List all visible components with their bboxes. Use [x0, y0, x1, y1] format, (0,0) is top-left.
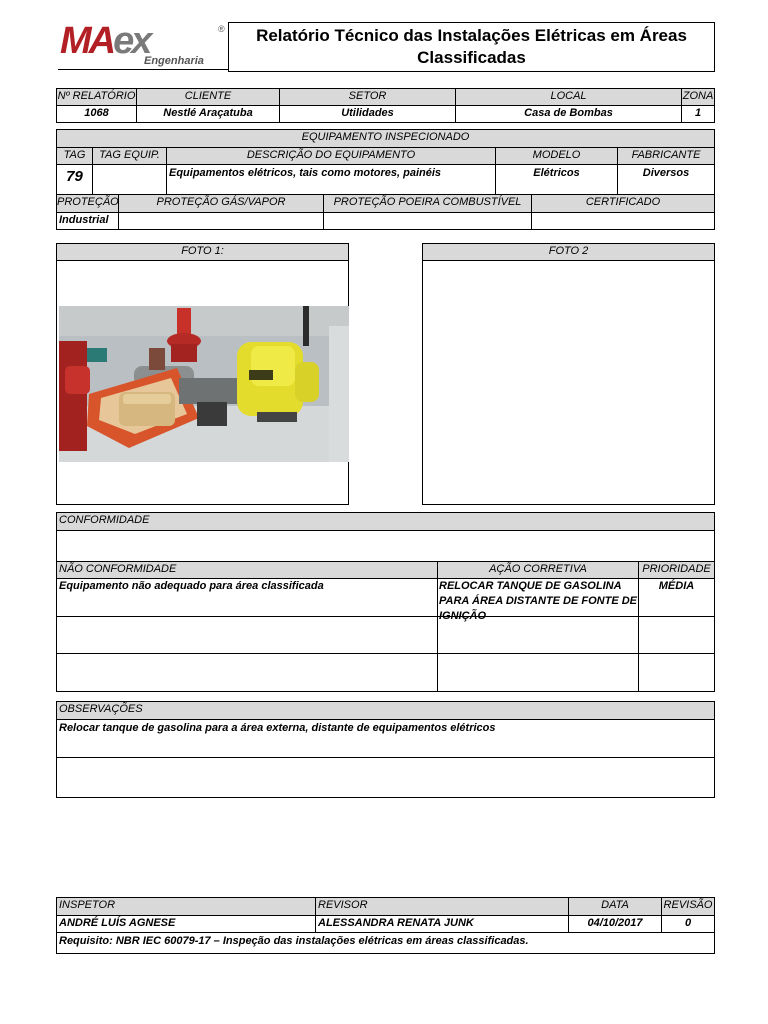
- observations-header: OBSERVAÇÕES: [57, 702, 714, 719]
- protection-value: Industrial: [59, 214, 109, 226]
- nonconformity-row1-priority: MÉDIA: [658, 580, 695, 592]
- header-gas-vapor-protection: PROTEÇÃO GÁS/VAPOR: [119, 195, 323, 212]
- photo1-label: FOTO 1:: [57, 244, 348, 260]
- conformity-header: CONFORMIDADE: [57, 513, 714, 530]
- location-value: Casa de Bombas: [524, 107, 613, 119]
- photo2-label: FOTO 2: [423, 244, 714, 260]
- header-protection: PROTEÇÃO: [57, 195, 118, 212]
- logo-tagline: Engenharia: [144, 55, 204, 67]
- client-value: Nestlé Araçatuba: [163, 107, 253, 119]
- report-title-box: [228, 22, 715, 72]
- header-location: LOCAL: [456, 89, 681, 105]
- reviewer-value: ALESSANDRA RENATA JUNK: [318, 917, 474, 929]
- certificate-value: [532, 213, 714, 229]
- header-corrective-action: AÇÃO CORRETIVA: [438, 562, 638, 578]
- inspector-value: ANDRÉ LUÍS AGNESE: [59, 917, 176, 929]
- conformity-table: [56, 512, 715, 692]
- nonconformity-row2-priority: [639, 618, 714, 633]
- nonconformity-row3-priority: [639, 655, 714, 670]
- header-report-number: Nº RELATÓRIO: [57, 89, 136, 105]
- conformity-value: [57, 532, 714, 546]
- photo2-box: [422, 243, 715, 505]
- tag-value: 79: [66, 168, 83, 185]
- header-certificate: CERTIFICADO: [532, 195, 714, 212]
- logo-letters-ex: ex: [113, 20, 150, 62]
- zone-value: 1: [694, 107, 702, 119]
- observations-text: Relocar tanque de gasolina para a área externa, distante de equipamentos elétricos: [59, 722, 496, 734]
- header-revision: REVISÃO: [662, 898, 714, 915]
- report-number-value: 1068: [84, 107, 109, 119]
- header-client: CLIENTE: [137, 89, 279, 105]
- manufacturer-value: Diversos: [642, 167, 690, 179]
- photo1-box: [56, 243, 349, 505]
- nonconformity-row2-action: [439, 618, 637, 633]
- tag-equip-value: [93, 166, 166, 180]
- gas-vapor-protection-value: [119, 213, 323, 229]
- photo1-equipment-image: [59, 306, 349, 462]
- logo-underline: [58, 69, 228, 70]
- header-nonconformity: NÃO CONFORMIDADE: [57, 562, 437, 578]
- company-logo: [58, 22, 228, 72]
- header-reviewer: REVISOR: [316, 898, 568, 915]
- header-equipment-description: DESCRIÇÃO DO EQUIPAMENTO: [167, 148, 495, 164]
- equipment-section-title: EQUIPAMENTO INSPECIONADO: [57, 130, 714, 147]
- sector-value: Utilidades: [341, 107, 394, 119]
- header-manufacturer: FABRICANTE: [618, 148, 714, 164]
- header-tag: TAG: [57, 148, 92, 164]
- nonconformity-row2-description: [57, 618, 437, 633]
- header-dust-protection: PROTEÇÃO POEIRA COMBUSTÍVEL: [324, 195, 531, 212]
- nonconformity-row3-action: [439, 655, 637, 670]
- nonconformity-row3-description: [57, 655, 437, 670]
- header-priority: PRIORIDADE: [639, 562, 714, 578]
- header-sector: SETOR: [280, 89, 455, 105]
- header-model: MODELO: [496, 148, 617, 164]
- dust-protection-value: [324, 213, 531, 229]
- header-zone: ZONA: [682, 89, 714, 105]
- header-tag-equip: TAG EQUIP.: [93, 148, 166, 164]
- logo-letters-ma: MA: [60, 20, 114, 62]
- footer-table: [56, 897, 715, 954]
- requirement-text: Requisito: NBR IEC 60079-17 – Inspeção das instalações elétricas em áreas classificadas.: [59, 935, 529, 947]
- header-date: DATA: [569, 898, 661, 915]
- logo-registered-mark: ®: [218, 24, 225, 34]
- equipment-table: [56, 129, 715, 230]
- equipment-description-value: Equipamentos elétricos, tais como motores, painéis: [169, 167, 442, 179]
- nonconformity-row1-description: Equipamento não adequado para área classificada: [59, 580, 324, 592]
- date-value: 04/10/2017: [587, 917, 643, 929]
- report-title-line1: Relatório Técnico das Instalações Elétricas em Áreas: [256, 26, 687, 45]
- report-info-table: [56, 88, 715, 123]
- model-value: Elétricos: [533, 167, 580, 179]
- header-inspector: INSPETOR: [57, 898, 315, 915]
- nonconformity-row1-action: RELOCAR TANQUE DE GASOLINA PARA ÁREA DISTANTE DE FONTE DE IGNIÇÃO: [439, 580, 638, 622]
- observations-table: [56, 701, 715, 798]
- revision-value: 0: [684, 917, 692, 929]
- report-title-line2: Classificadas: [417, 48, 526, 67]
